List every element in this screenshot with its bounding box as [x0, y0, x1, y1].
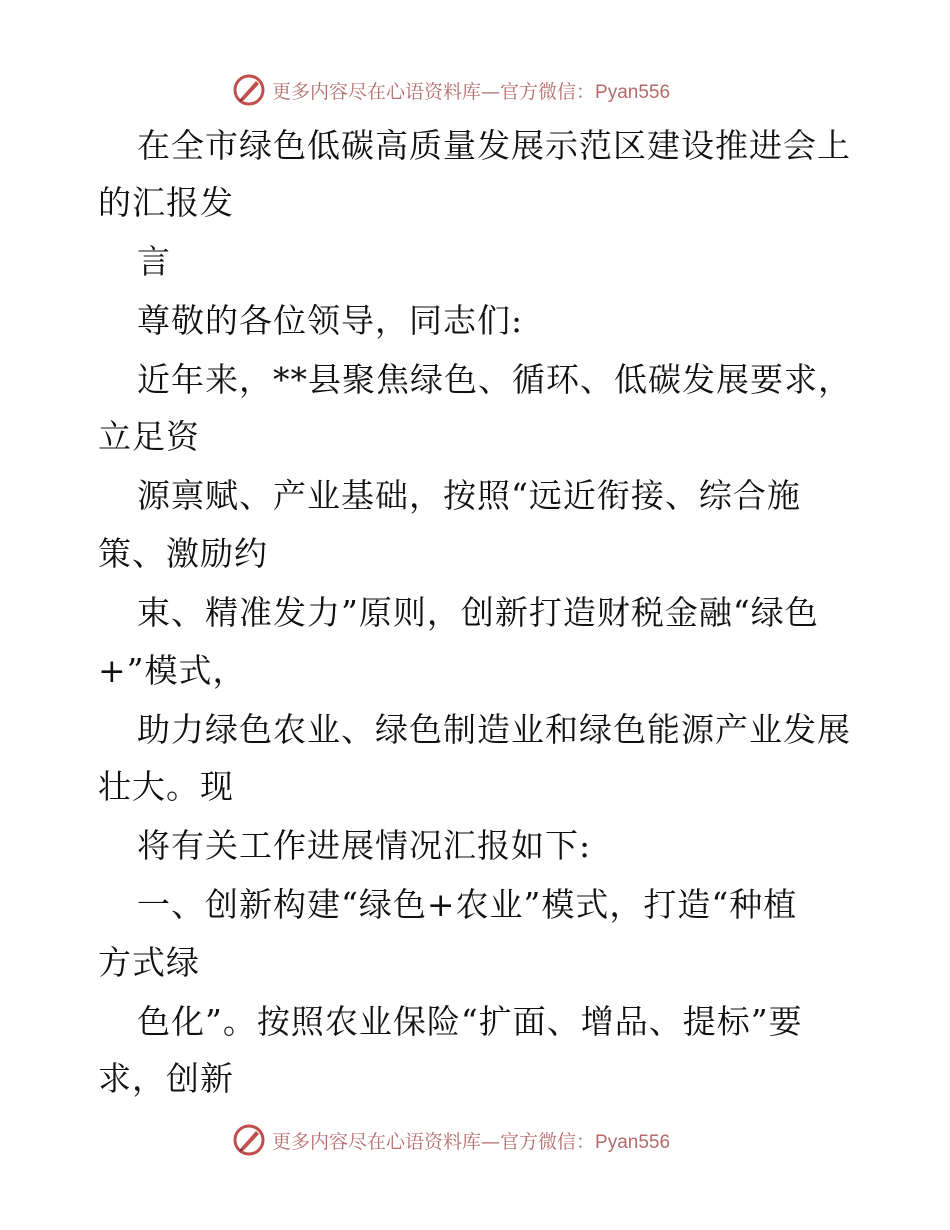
section-heading-line: 方式绿: [98, 943, 200, 982]
section-heading-line: 一、创新构建“绿色+农业”模式，打造“种植: [137, 885, 798, 924]
title-line: 的汇报发: [98, 183, 234, 222]
footer-watermark: [232, 1120, 670, 1160]
paragraph-line: 策、激励约: [98, 534, 268, 573]
paragraph-line: 源禀赋、产业基础，按照“远近衔接、综合施: [137, 476, 801, 515]
title-line: 在全市绿色低碳高质量发展示范区建设推进会上: [137, 126, 851, 165]
paragraph-line: 壮大。现: [98, 767, 234, 806]
salutation: 尊敬的各位领导，同志们:: [137, 301, 524, 340]
title-line: 言: [137, 242, 171, 281]
watermark-text: 更多内容尽在心语资料库—官方微信：Pyan556: [272, 1130, 671, 1153]
paragraph-line: +”模式，: [98, 651, 247, 690]
paragraph-line: 束、精准发力”原则，创新打造财税金融“绿色: [137, 593, 819, 632]
paragraph-line: 立足资: [98, 417, 200, 456]
watermark-text: 更多内容尽在心语资料库—官方微信：Pyan556: [272, 80, 671, 103]
paragraph-line: 助力绿色农业、绿色制造业和绿色能源产业发展: [137, 710, 851, 749]
paragraph-line: 求，创新: [98, 1059, 234, 1098]
paragraph-line: 色化”。按照农业保险“扩面、增品、提标”要: [137, 1002, 803, 1041]
paragraph-line: 将有关工作进展情况汇报如下:: [137, 826, 592, 865]
quill-pen-logo-icon: [232, 1123, 266, 1157]
paragraph-line: 近年来，**县聚焦绿色、循环、低碳发展要求，: [137, 360, 852, 399]
